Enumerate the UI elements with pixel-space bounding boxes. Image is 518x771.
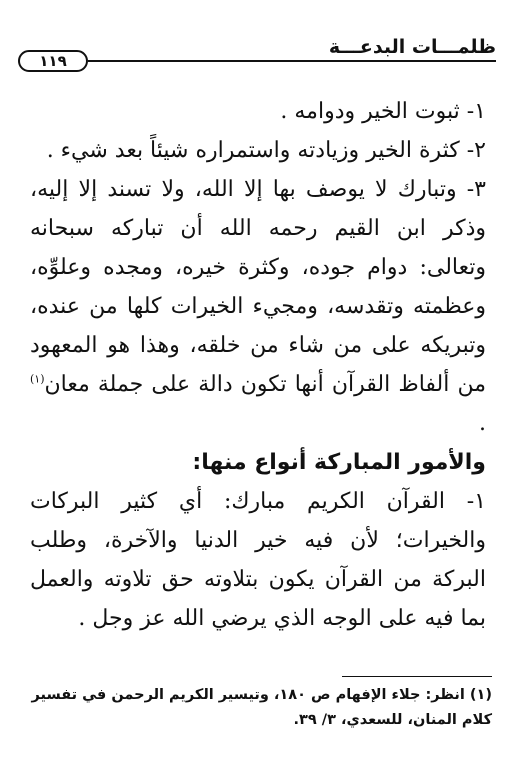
list-item-1: ١- ثبوت الخير ودوامه . — [280, 99, 486, 124]
list-item-3: ٣- وتبارك لا يوصف بها إلا الله، ولا تسند إلا إليه، وذكر ابن القيم رحمه الله أن تباركه سبحانه وتعالى: دوام جوده، وكثرة خيره، ومجده وعلوِّه، وعظمته وتقدسه، ومجيء الخيرات كلها من عنده، وتبريكه على من شاء من خلقه، وهذا هو المعهود من ألفاظ القرآن أنها تكون دالة على جملة معان$^{(١)}$ . — [30, 177, 486, 436]
chapter-title: ظلمـــات البدعـــة — [328, 36, 496, 58]
header-rule — [88, 60, 496, 62]
running-header — [18, 36, 496, 72]
blessed-item-1: ١- القرآن الكريم مبارك: أي كثير البركات والخيرات؛ لأن فيه خير الدنيا والآخرة، وطلب البركة من القرآن يكون بتلاوته حق تلاوته والعمل بما فيه على الوجه الذي يرضي الله عز وجل . — [30, 489, 486, 631]
list-item-3-text: ٣- وتبارك لا يوصف بها إلا الله، ولا تسند إلا إليه، وذكر ابن القيم رحمه الله أن تباركه سبحانه وتعالى: دوام جوده، وكثرة خيره، ومجده وعلوِّه، وعظمته وتقدسه، ومجيء الخيرات كلها من عنده، وتبريكه على من شاء من خلقه، وهذا هو المعهود من ألفاظ القرآن أنها تكون دالة على جملة معان — [30, 177, 486, 397]
list-item-2: ٢- كثرة الخير وزيادته واستمراره شيئاً بعد شيء . — [46, 138, 486, 163]
footnote: (١) انظر: جلاء الإفهام ص ١٨٠، وتيسير الكريم الرحمن في تفسير كلام المنان، للسعدي، ٣/ ٣٩. — [31, 687, 492, 728]
main-text — [30, 92, 486, 638]
section-heading: والأمور المباركة أنواع منها: — [192, 450, 486, 475]
footnote-divider — [342, 676, 492, 677]
footnote-reference[interactable]: (١) — [30, 372, 45, 386]
page-number: ١١٩ — [18, 50, 88, 72]
